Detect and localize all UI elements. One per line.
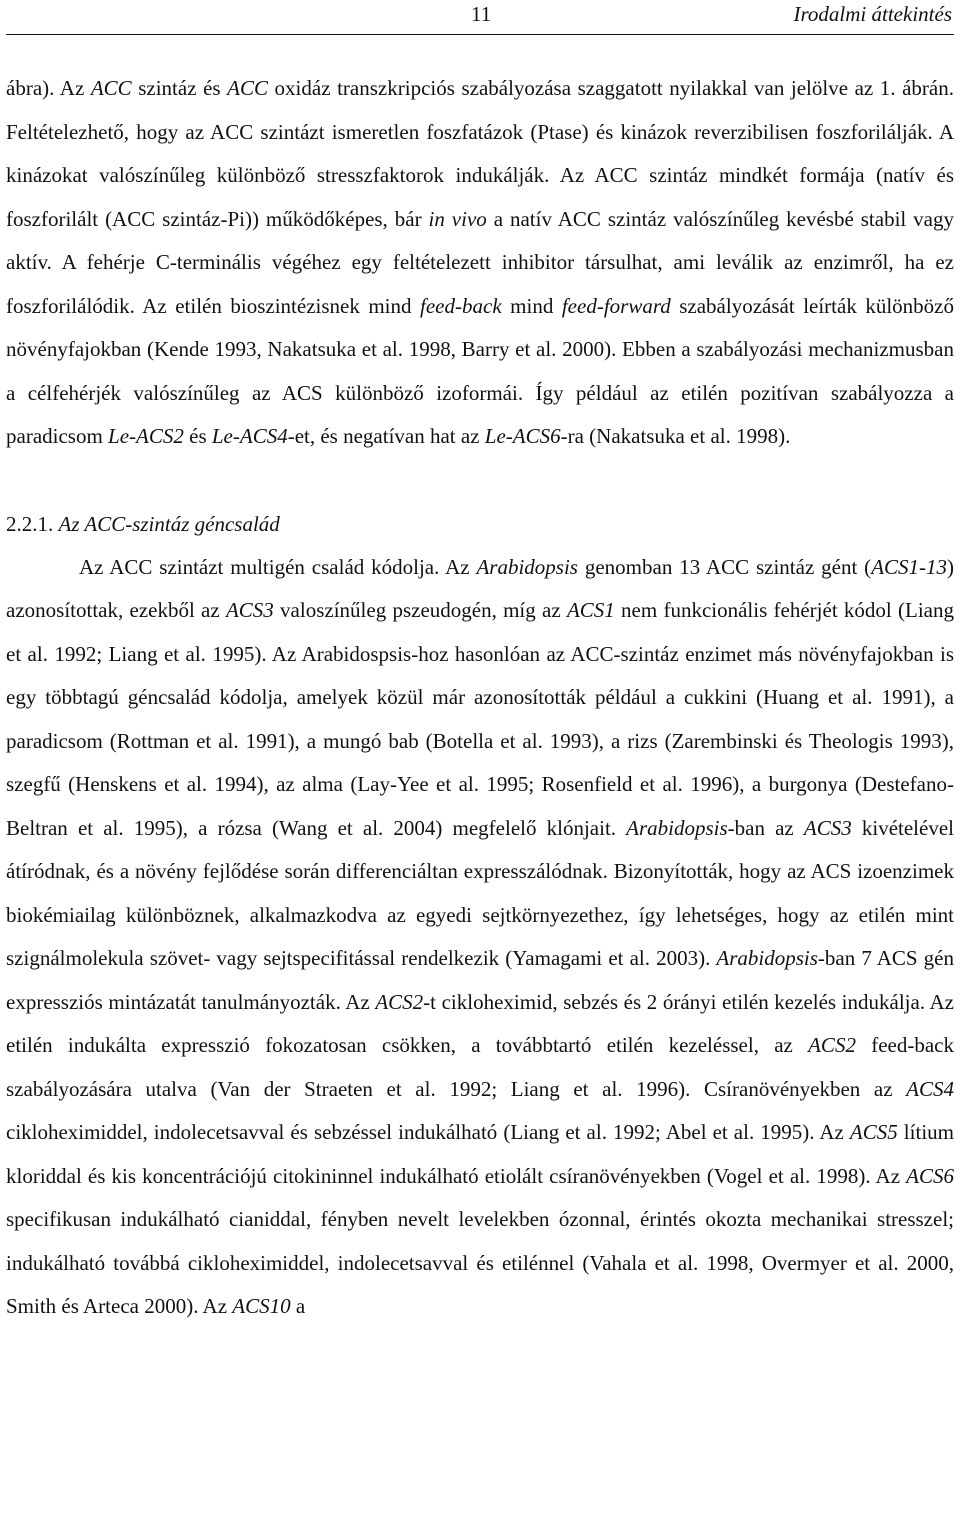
- text-span: a: [290, 1294, 306, 1318]
- text-span: lítium kloriddal és kis koncentrációjú citokininnel indukálható etiolált csíranövényekben (Vogel et al. 1998). Az: [6, 1120, 954, 1188]
- italic-term: feed-forward: [561, 293, 671, 318]
- text-span: -ra (Nakatsuka et al. 1998).: [560, 424, 791, 448]
- text-span: és: [183, 424, 212, 448]
- italic-term: ACS5: [849, 1120, 898, 1144]
- text-span: -t cikloheximid, sebzés és 2 órányi etilén kezelés indukálja. Az etilén indukálta expresszió fokozatosan csökken, a továbbtartó etilén kezeléssel, az: [6, 989, 954, 1057]
- text-span: szabályozását leírták különböző növényfajokban (Kende 1993, Nakatsuka et al. 1998, Barry et al. 2000). Ebben a szabályozási mechanizmusban a célfehérjék valószínűleg az ACS különböző izoformái. Így például az etilén pozitívan szabályozza a paradicsom: [6, 293, 954, 448]
- italic-term: Arabidopsis: [626, 815, 728, 840]
- text-span: oxidáz transzkripciós szabályozása szaggatott nyilakkal van jelölve az 1. ábrán. Feltételezhető, hogy az ACC szintázt ismeretlen foszfatázok (Ptase) és kinázok reverzibilisen foszforilálják. A kinázokat valószínűleg különböző stresszfaktorok indukálják. Az ACC szintáz mindkét formája (natív és foszforilált (ACC szintáz-Pi)) működőképes, bár: [6, 76, 954, 231]
- running-title: Irodalmi áttekintés: [793, 2, 952, 26]
- italic-term: in vivo: [428, 206, 487, 231]
- text-span: -et, és negatívan hat az: [287, 424, 485, 448]
- text-span: cikloheximiddel, indolecetsavval és sebzéssel indukálható (Liang et al. 1992; Abel et al. 1995). Az: [6, 1120, 850, 1144]
- text-span: -ban 7 ACS gén expressziós mintázatát tanulmányozták. Az: [6, 946, 954, 1014]
- text-span: valoszínűleg pszeudogén, míg az: [273, 598, 567, 622]
- text-span: feed-back szabályozására utalva (Van der Straeten et al. 1992; Liang et al. 1996). Csíranövényekben az: [6, 1033, 954, 1101]
- section-heading: [6, 503, 954, 546]
- italic-term: Le-ACS6: [484, 424, 561, 448]
- italic-term: Arabidopsis: [476, 554, 578, 579]
- heading-title: Az ACC-szintáz géncsalád: [58, 511, 280, 536]
- text-span: specifikusan indukálható cianiddal, fényben nevelt levelekben ózonnal, érintés okozta mechanikai stresszel; indukálható továbbá cikloheximiddel, indolecetsavval és etilénnel (Vahala et al. 1998, Overmyer et al. 2000, Smith és Arteca 2000). Az: [6, 1207, 954, 1318]
- italic-term: ACS1-13: [871, 554, 948, 579]
- italic-term: ACS3: [803, 815, 852, 840]
- italic-term: ACS1: [566, 598, 615, 622]
- italic-term: ACC: [90, 76, 132, 100]
- italic-term: Le-ACS4: [211, 424, 288, 448]
- text-span: mind: [501, 293, 562, 318]
- italic-term: Le-ACS2: [108, 424, 184, 448]
- italic-term: ACS2: [375, 989, 424, 1014]
- text-span: -ban az: [727, 815, 804, 840]
- text-span: ) azonosítottak, ezekből az: [6, 554, 955, 622]
- text-span: szintáz és: [131, 76, 228, 100]
- text-span: a natív ACC szintáz valószínűleg kevésbé stabil vagy aktív. A fehérje C-terminális végéhez egy feltételezett inhibitor társulhat, ami leválik az enzimről, ha ez foszforilálódik. Az etilén bioszintézisnek mind: [6, 206, 954, 318]
- page-header: [6, 0, 954, 35]
- italic-term: ACS4: [906, 1076, 954, 1101]
- paragraph-1: [6, 67, 954, 459]
- italic-term: ACS10: [232, 1294, 291, 1318]
- italic-term: ACS2: [808, 1033, 856, 1057]
- paragraph-2: [6, 546, 954, 1329]
- page-number: 11: [471, 2, 492, 26]
- heading-number: 2.2.1.: [6, 511, 59, 536]
- text-span: kivételével átíródnak, és a növény fejlődése során differenciáltan expresszálódnak. Bizonyították, hogy az ACS izoenzimek biokémiailag különböznek, alkalmazkodva az egyedi sejtkörnyezethez, így lehetséges, hogy az etilén mint szignálmolekula szövet- vagy sejtspecifitással rendelkezik (Yamagami et al. 2003).: [6, 815, 954, 970]
- page-body: [6, 67, 954, 1329]
- italic-term: Arabidopsis: [716, 946, 818, 970]
- italic-term: ACS6: [906, 1163, 954, 1188]
- italic-term: feed-back: [420, 293, 502, 318]
- text-span: nem funkcionális fehérjét kódol (Liang et al. 1992; Liang et al. 1995). Az Arabidospsis-hoz hasonlóan az ACC-szintáz enzimet más növényfajokban is egy többtagú géncsalád kódolja, amelyek közül már azonosították például a cukkini (Huang et al. 1991), a paradicsom (Rottman et al. 1991), a mungó bab (Botella et al. 1993), a rizs (Zarembinski és Theologis 1993), szegfű (Henskens et al. 1994), az alma (Lay-Yee et al. 1995; Rosenfield et al. 1996), a burgonya (Destefano-Beltran et al. 1995), a rózsa (Wang et al. 2004) megfelelő klónjait.: [6, 598, 954, 840]
- text-span: ábra). Az: [6, 76, 91, 100]
- text-span: Az ACC szintázt multigén család kódolja. Az: [79, 554, 477, 579]
- italic-term: ACC: [227, 76, 268, 100]
- text-span: genomban 13 ACC szintáz gént (: [577, 554, 872, 579]
- italic-term: ACS3: [225, 598, 274, 622]
